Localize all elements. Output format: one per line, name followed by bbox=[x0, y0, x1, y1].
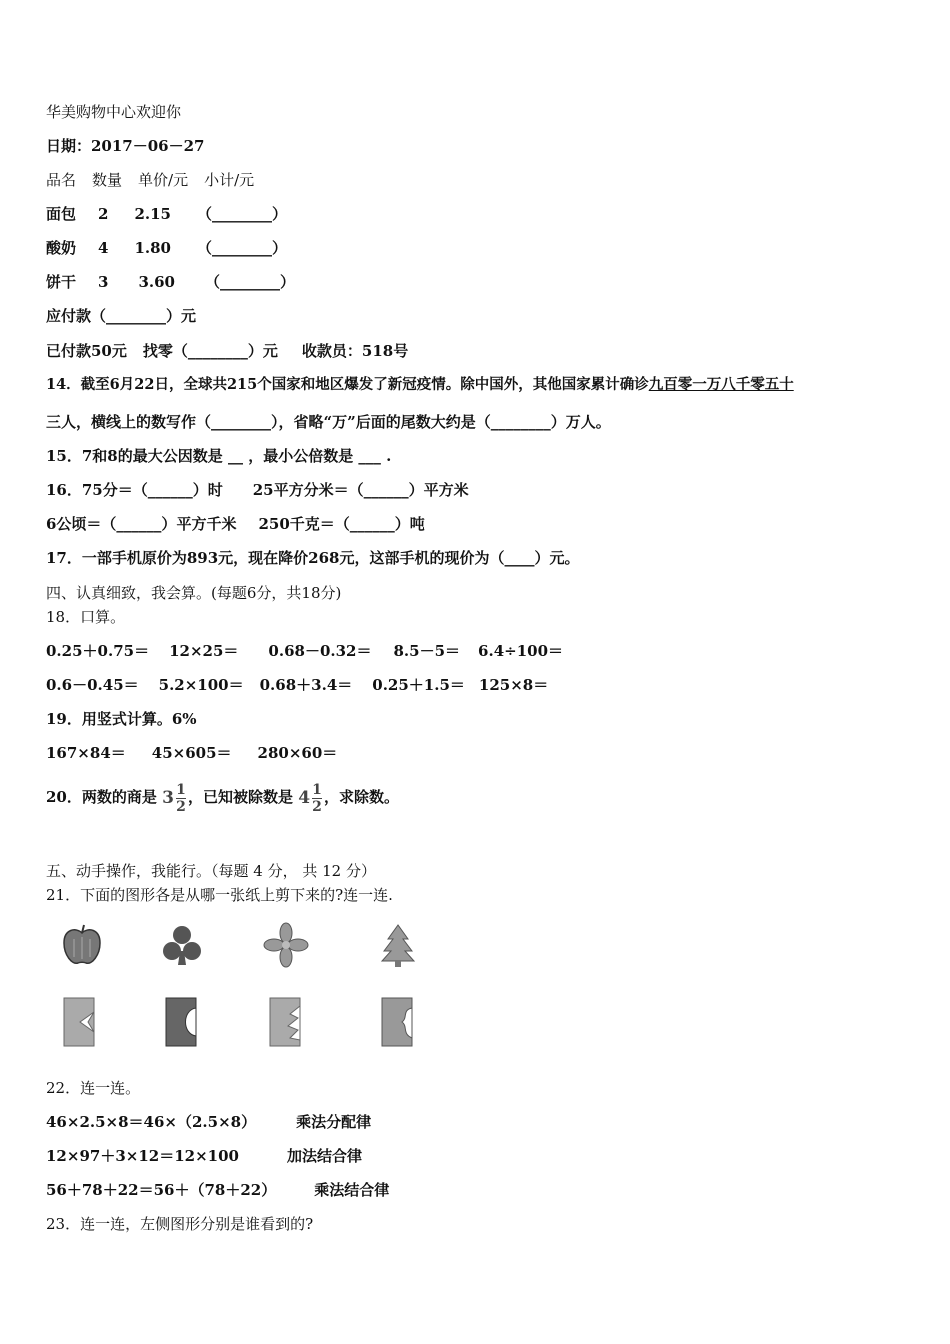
q16-c[interactable]: 6公顷＝（______）平方千米 bbox=[46, 515, 237, 533]
flower-shape-icon[interactable] bbox=[262, 921, 310, 969]
header-subtotal: 小计/元 bbox=[204, 171, 255, 189]
q18-item: 0.25＋1.5＝ bbox=[372, 676, 465, 694]
receipt-cashier: 收款员：518号 bbox=[301, 342, 409, 360]
item-name: 面包 bbox=[46, 205, 77, 223]
section-4-heading: 四、认真细致，我会算。(每题6分，共18分) bbox=[46, 584, 342, 602]
section-5-heading: 五、动手操作，我能行。（每题 4 分， 共 12 分） bbox=[46, 862, 376, 880]
item-subtotal[interactable]: （________） bbox=[205, 273, 296, 291]
q14-underlined-number: 九百零一万八千零五十 bbox=[648, 376, 794, 393]
item-name: 饼干 bbox=[46, 273, 77, 291]
item-price: 3.60 bbox=[138, 273, 175, 291]
q22-row bbox=[46, 1112, 371, 1132]
fraction-whole: 3 bbox=[162, 788, 174, 808]
q19-item: 167×84＝ bbox=[46, 744, 126, 762]
q18-item: 125×8＝ bbox=[478, 676, 549, 694]
q14-text: 14．截至6月22日，全球共215个国家和地区爆发了新冠疫情。除中国外，其他国家累计确诊 bbox=[46, 376, 649, 393]
q15[interactable]: 15．7和8的最大公因数是 __ ，最小公倍数是 ___ . bbox=[46, 447, 392, 465]
item-qty: 2 bbox=[98, 205, 109, 223]
fraction-numerator: 1 bbox=[312, 781, 322, 798]
receipt-paid: 已付款50元 bbox=[46, 342, 127, 360]
q18-item: 5.2×100＝ bbox=[158, 676, 244, 694]
q14-line1 bbox=[46, 375, 794, 395]
q22-law[interactable]: 乘法结合律 bbox=[314, 1181, 390, 1199]
q16-row2 bbox=[46, 514, 425, 534]
q20-text-a: 20．两数的商是 bbox=[46, 788, 157, 806]
paper-cutout-wave-icon[interactable] bbox=[374, 996, 422, 1050]
fraction-1 bbox=[176, 782, 186, 815]
fraction-2 bbox=[312, 782, 322, 815]
receipt-item bbox=[46, 238, 287, 258]
item-qty: 3 bbox=[98, 273, 109, 291]
fraction-whole: 4 bbox=[298, 788, 311, 808]
receipt-header bbox=[46, 170, 254, 190]
q19-item: 45×605＝ bbox=[151, 744, 232, 762]
q22-expression[interactable]: 56＋78＋22＝56＋（78＋22） bbox=[46, 1181, 277, 1199]
receipt-footer bbox=[46, 341, 408, 361]
q18-item: 0.68－0.32＝ bbox=[268, 642, 372, 660]
q22-title: 22．连一连。 bbox=[46, 1079, 141, 1097]
header-price: 单价/元 bbox=[138, 171, 189, 189]
item-price: 2.15 bbox=[134, 205, 171, 223]
receipt-title: 华美购物中心欢迎你 bbox=[46, 103, 182, 121]
fraction-denominator: 2 bbox=[312, 798, 322, 815]
q18-item: 0.68＋3.4＝ bbox=[259, 676, 353, 694]
q18-title: 18．口算。 bbox=[46, 608, 126, 626]
apple-shape-icon[interactable] bbox=[58, 921, 106, 969]
q22-law[interactable]: 加法结合律 bbox=[286, 1147, 362, 1165]
q23-title: 23．连一连，左侧图形分别是谁看到的? bbox=[46, 1215, 314, 1233]
receipt-change[interactable]: 找零（________）元 bbox=[142, 342, 278, 360]
q17[interactable]: 17．一部手机原价为893元，现在降价268元，这部手机的现价为（____）元。 bbox=[46, 549, 580, 567]
q20-text-c: ，求除数。 bbox=[324, 788, 400, 806]
q18-item: 6.4÷100＝ bbox=[478, 642, 564, 660]
q20 bbox=[46, 780, 399, 815]
receipt-item bbox=[46, 272, 295, 292]
receipt-date: 日期：2017－06－27 bbox=[46, 137, 205, 155]
q16-row1 bbox=[46, 480, 469, 500]
receipt-due[interactable]: 应付款（________）元 bbox=[46, 307, 197, 325]
club-shape-icon[interactable] bbox=[158, 921, 206, 969]
fraction-numerator: 1 bbox=[176, 781, 186, 798]
q20-text-b: ，已知被除数是 bbox=[187, 788, 293, 806]
q22-row bbox=[46, 1180, 389, 1200]
paper-cutout-arrow-icon[interactable] bbox=[58, 996, 106, 1050]
q16-a[interactable]: 16．75分＝（______）时 bbox=[46, 481, 223, 499]
q16-d[interactable]: 250千克＝（______）吨 bbox=[258, 515, 425, 533]
paper-cutout-zigzag-icon[interactable] bbox=[262, 996, 310, 1050]
q18-item: 12×25＝ bbox=[169, 642, 239, 660]
item-qty: 4 bbox=[98, 239, 109, 257]
q18-item: 0.25＋0.75＝ bbox=[46, 642, 150, 660]
q22-row bbox=[46, 1146, 362, 1166]
q18-row2 bbox=[46, 675, 548, 695]
tree-shape-icon[interactable] bbox=[374, 921, 422, 969]
q22-expression[interactable]: 46×2.5×8＝46×（2.5×8） bbox=[46, 1113, 257, 1131]
item-subtotal[interactable]: （________） bbox=[197, 205, 288, 223]
item-name: 酸奶 bbox=[46, 239, 77, 257]
receipt-item bbox=[46, 204, 287, 224]
q19-item: 280×60＝ bbox=[257, 744, 338, 762]
q19-title: 19．用竖式计算。6% bbox=[46, 710, 197, 728]
q16-b[interactable]: 25平方分米＝（______）平方米 bbox=[252, 481, 469, 499]
item-price: 1.80 bbox=[134, 239, 171, 257]
q18-row1 bbox=[46, 641, 563, 661]
q22-expression[interactable]: 12×97＋3×12＝12×100 bbox=[46, 1147, 239, 1165]
header-name: 品名 bbox=[46, 171, 77, 189]
fraction-denominator: 2 bbox=[176, 798, 186, 815]
q19-row bbox=[46, 743, 337, 763]
q22-law[interactable]: 乘法分配律 bbox=[296, 1113, 372, 1131]
q18-item: 8.5－5＝ bbox=[393, 642, 461, 660]
paper-cutout-round-icon[interactable] bbox=[158, 996, 206, 1050]
q21-title: 21．下面的图形各是从哪一张纸上剪下来的?连一连. bbox=[46, 886, 393, 904]
header-qty: 数量 bbox=[92, 171, 123, 189]
q14-line2[interactable]: 三人，横线上的数写作（________），省略“万”后面的尾数大约是（________）万人。 bbox=[46, 413, 611, 431]
q18-item: 0.6－0.45＝ bbox=[46, 676, 139, 694]
item-subtotal[interactable]: （________） bbox=[197, 239, 288, 257]
